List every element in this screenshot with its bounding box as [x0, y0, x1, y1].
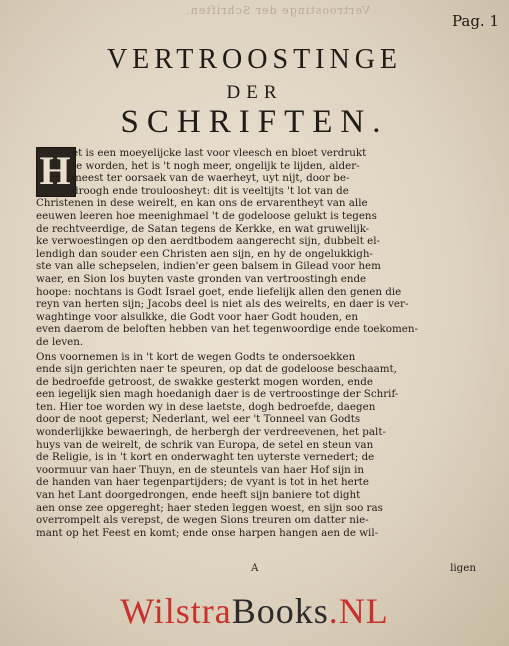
text-line: aen onse zee opgereght; haer steden leggen woest, en sijn soo ras — [36, 501, 383, 514]
text-line: Ons voornemen is in 't kort de wegen Godts te ondersoekken — [36, 350, 356, 363]
body-text — [36, 147, 476, 539]
text-line: de Religie, is in 't kort en onderwaght ten uyterste vernedert; de — [36, 451, 375, 464]
text-line: lendigh dan souder een Christen aen sijn, en hy de ongelukkigh- — [36, 247, 373, 260]
text-line: et is een moeyelijcke last voor vleesch en bloet verdrukt — [72, 147, 367, 159]
text-line: meest ter oorsaek van de waerheyt, uyt nijt, door be- — [72, 172, 350, 185]
paragraph-2 — [36, 351, 476, 540]
watermark-part-1: Wilstra — [120, 591, 232, 631]
text-line: ke verwoestingen op den aerdtbodem aangerecht sijn, dubbelt el- — [36, 235, 380, 248]
signature-mark: A — [251, 562, 259, 574]
text-line: waghtinge voor alsulkke, die Godt voor haer Godt houden, en — [36, 310, 358, 323]
page-number: Pag. 1 — [451, 12, 499, 30]
text-line: ende sijn gerichten naer te speuren, op dat de godeloose beschaamt, — [36, 363, 397, 376]
text-line: wonderlijkke bewaeringh, de herbergh der verdreevenen, het palt- — [36, 426, 386, 439]
text-line: waer, en Sion los buyten vaste gronden van vertroostingh ende — [36, 272, 367, 285]
text-line: een iegelijk sien magh hoedanigh daer is de vertroostinge der Schrif- — [36, 388, 399, 401]
text-line: de bedroefde getroost, de swakke gesterkt mogen worden, ende — [36, 375, 373, 388]
text-line: hoope: nochtans is Godt Israel goet, ende liefelijk allen den genen die — [36, 285, 402, 298]
text-line: huys van de weirelt, de schrik van Europa, de setel en steun van — [36, 438, 374, 451]
text-line: ten. Hier toe worden wy in dese laetste, dogh bedroefde, daegen — [36, 400, 376, 413]
text-line: eeuwen leeren hoe meenighmael 't de godeloose gelukt is tegens — [36, 209, 377, 222]
title-line-1: VERTROOSTINGE — [106, 44, 403, 75]
text-line: de rechtveerdige, de Satan tegens de Kerkke, en wat gruwelijk- — [36, 222, 370, 235]
text-line: reyn van herten sijn; Jacobs deel is niet als des weirelts, en daer is ver- — [36, 298, 409, 311]
text-line: Christenen in dese weirelt, en kan ons de ervarentheyt van alle — [36, 197, 368, 210]
text-line: de leven. — [36, 335, 84, 348]
bleed-through-header: Vertroostinge der Schriften. — [185, 4, 370, 17]
decorated-initial-letter: H — [39, 148, 71, 193]
text-line: te worden, het is 't nogh meer, ongelijk te lijden, alder- — [72, 159, 360, 172]
text-line: door de noot geperst; Nederlant, wel eer 't Tonneel van Godts — [36, 413, 361, 426]
text-line: de handen van haer tegenpartijders; de vyant is tot in het herte — [36, 476, 369, 489]
text-line: van het Lant doorgedrongen, ende heeft sijn baniere tot dight — [36, 489, 361, 502]
watermark — [0, 590, 509, 632]
text-line: mant op het Feest en komt; ende onse harpen hangen aen de wil- — [36, 526, 379, 539]
watermark-part-3: .NL — [328, 591, 389, 631]
text-line: ste van alle schepselen, indien'er geen balsem in Gilead voor hem — [36, 260, 381, 273]
text-line: overrompelt als verepst, de wegen Sions treuren om datter nie- — [36, 514, 369, 527]
title-line-2: DER — [226, 82, 283, 103]
paragraph-1 — [36, 147, 476, 349]
text-line: even daerom de beloften hebben van het tegenwoordige ende toekomen- — [36, 323, 418, 336]
catchword: ligen — [450, 562, 476, 574]
text-line: droogh ende trouloosheyt: dit is veeltijts 't lot van de — [72, 184, 349, 197]
title-line-3: SCHRIFTEN. — [120, 104, 389, 140]
text-line: voormuur van haer Thuyn, en de steuntels van haer Hof sijn in — [36, 463, 365, 476]
watermark-part-2: Books — [231, 591, 329, 631]
